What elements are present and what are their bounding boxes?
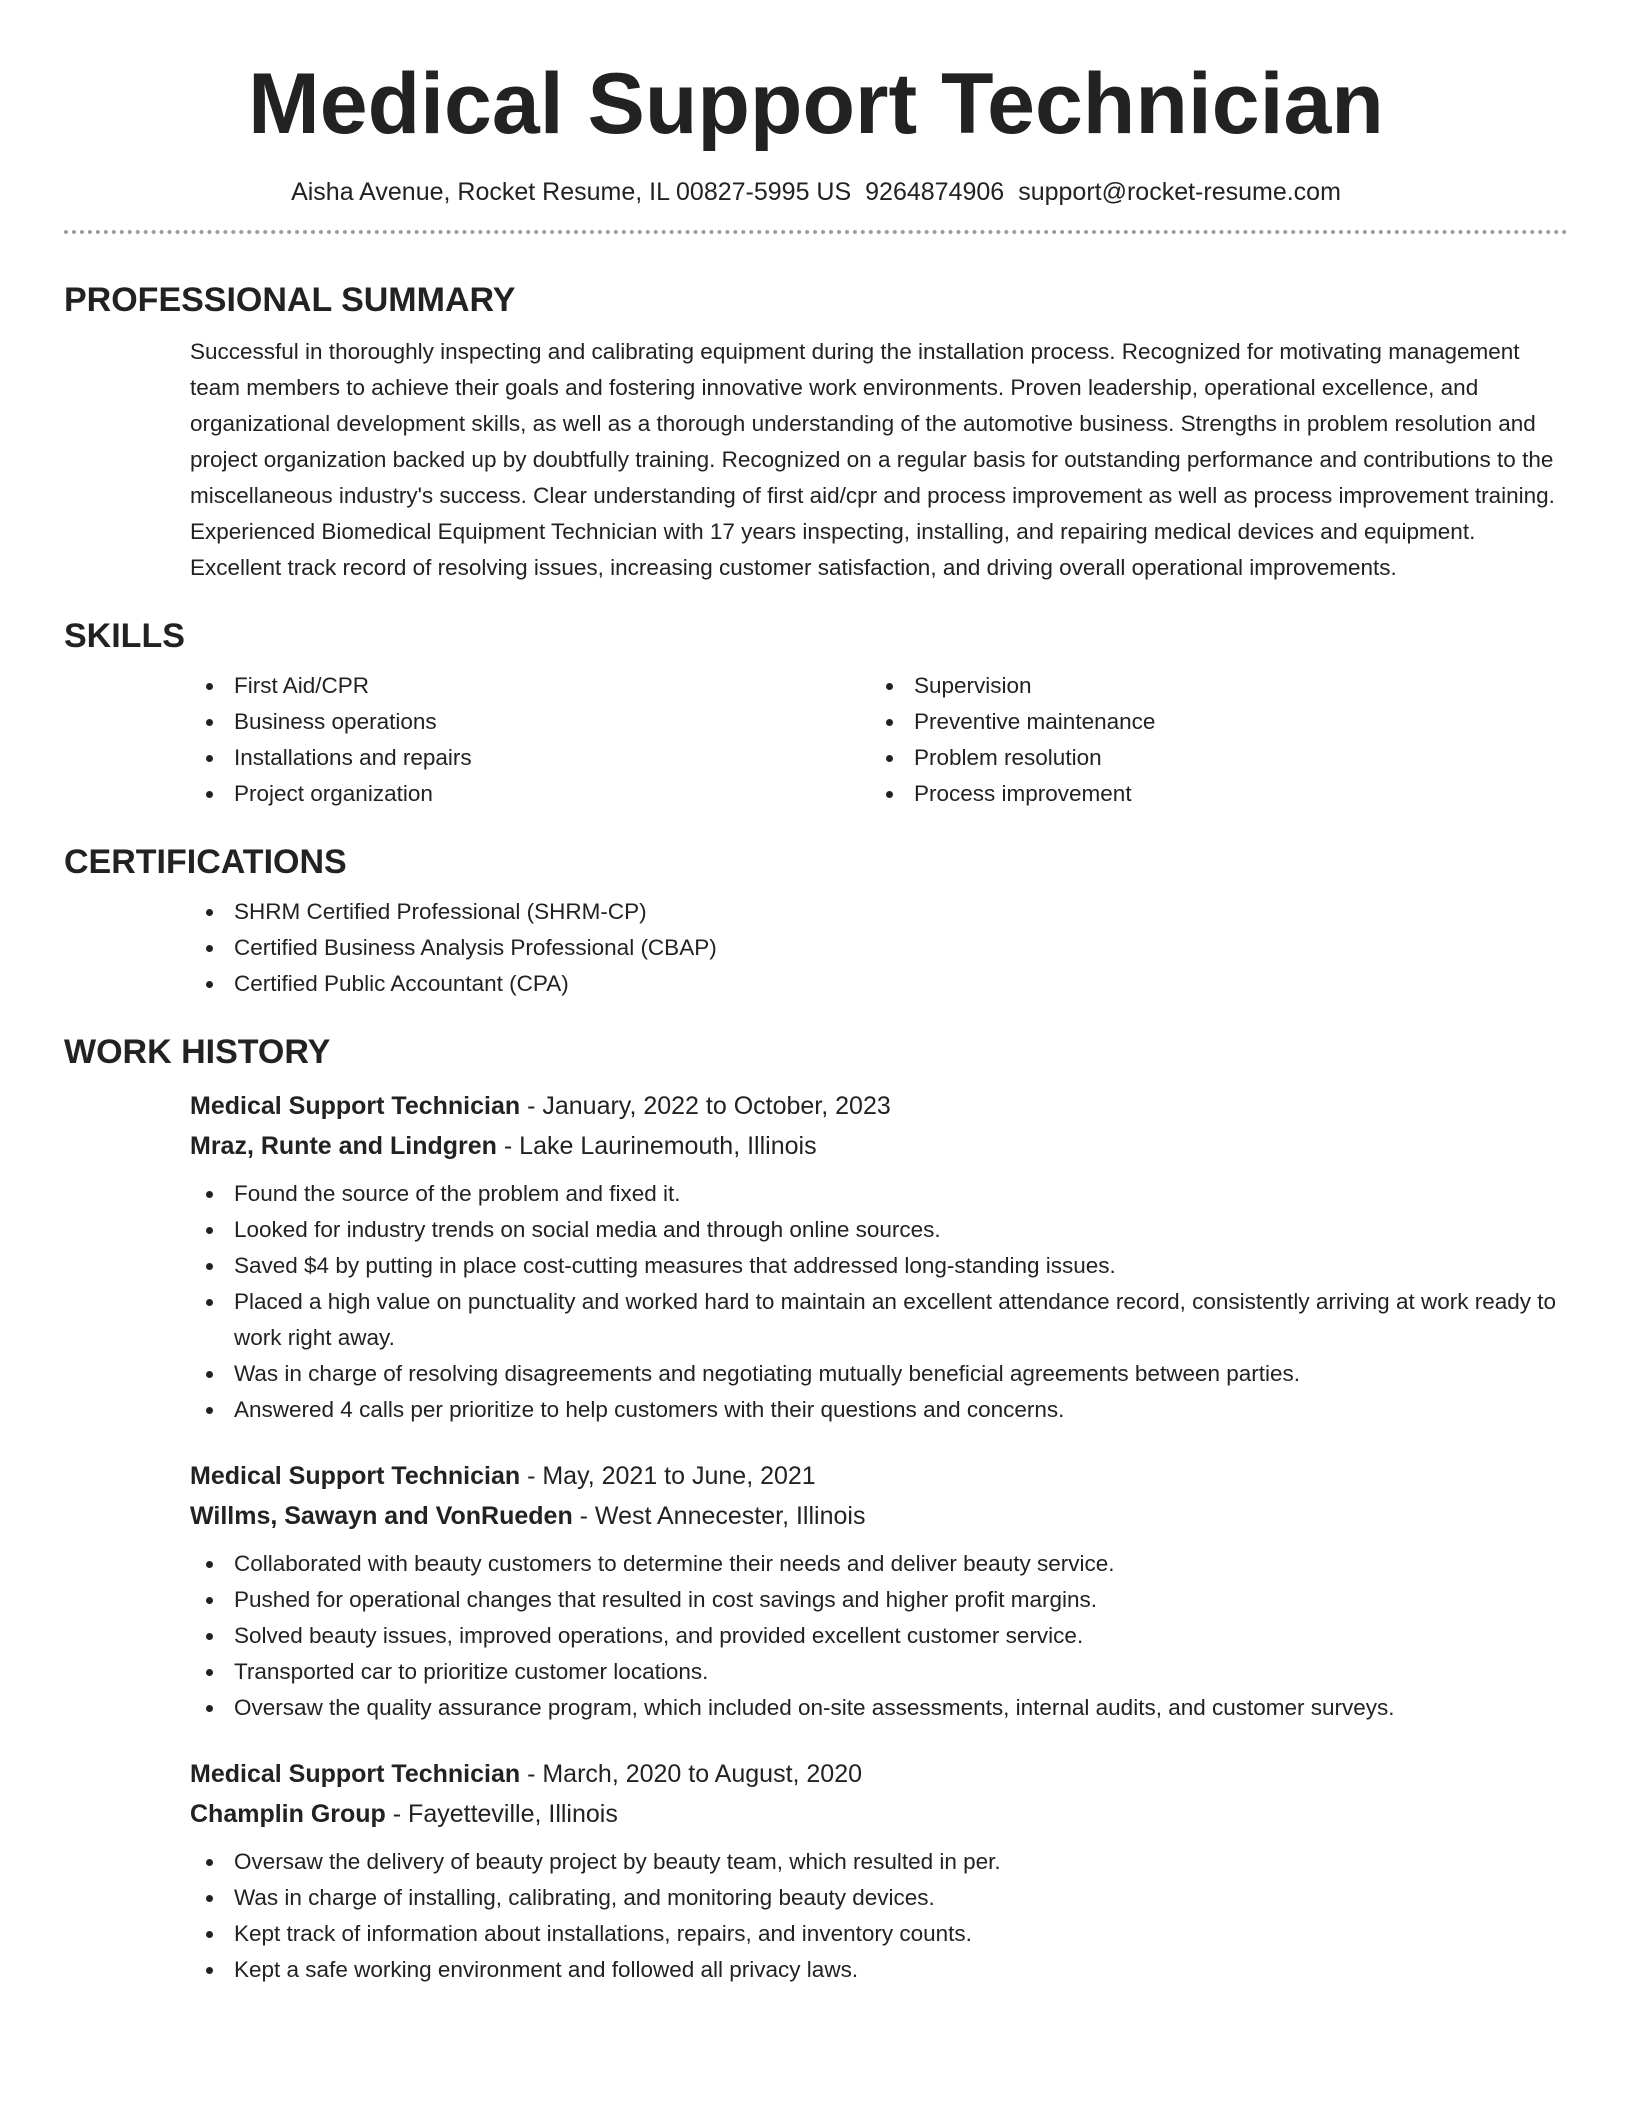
skills-title: SKILLS (64, 617, 185, 655)
job-company: Mraz, Runte and Lindgren (190, 1132, 497, 1160)
job-dates: - January, 2022 to October, 2023 (520, 1092, 891, 1120)
certifications-title: CERTIFICATIONS (64, 843, 347, 881)
job-company-line (190, 1496, 1568, 1536)
certifications-list (190, 894, 1568, 1002)
list-item: Supervision (870, 668, 1550, 704)
list-item: Answered 4 calls per prioritize to help customers with their questions and concerns. (190, 1392, 1568, 1428)
job-company-line (190, 1126, 1568, 1166)
list-item: Process improvement (870, 776, 1550, 812)
list-item: Kept track of information about installations, repairs, and inventory counts. (190, 1916, 1568, 1952)
job-role: Medical Support Technician (190, 1092, 521, 1120)
job-bullets (190, 1176, 1568, 1428)
job-role: Medical Support Technician (190, 1462, 521, 1490)
list-item: Preventive maintenance (870, 704, 1550, 740)
list-item: Solved beauty issues, improved operations, and provided excellent customer service. (190, 1618, 1568, 1654)
job-company-line (190, 1794, 1568, 1834)
job-entry (190, 1086, 1568, 1428)
list-item: Kept a safe working environment and followed all privacy laws. (190, 1952, 1568, 1988)
skills-grid (190, 668, 1568, 812)
job-company: Willms, Sawayn and VonRueden (190, 1502, 573, 1530)
job-role: Medical Support Technician (190, 1760, 521, 1788)
job-location: - Lake Laurinemouth, Illinois (496, 1132, 817, 1160)
list-item: Saved $4 by putting in place cost-cutting measures that addressed long-standing issues. (190, 1248, 1568, 1284)
job-role-line (190, 1086, 1568, 1126)
list-item: Looked for industry trends on social media and through online sources. (190, 1212, 1568, 1248)
job-entry (190, 1456, 1568, 1726)
job-bullets (190, 1546, 1568, 1726)
list-item: Certified Business Analysis Professional (CBAP) (190, 930, 1568, 966)
contact-line (64, 176, 1568, 208)
skills-body (64, 668, 1568, 812)
work-history-body (64, 1086, 1568, 1988)
job-role-line (190, 1456, 1568, 1496)
list-item: Pushed for operational changes that resulted in cost savings and higher profit margins. (190, 1582, 1568, 1618)
list-item: Was in charge of resolving disagreements and negotiating mutually beneficial agreements between parties. (190, 1356, 1568, 1392)
list-item: SHRM Certified Professional (SHRM-CP) (190, 894, 1568, 930)
job-entry (190, 1754, 1568, 1988)
work-history-title: WORK HISTORY (64, 1033, 331, 1071)
job-location: - West Annecester, Illinois (572, 1502, 866, 1530)
list-item: Business operations (190, 704, 870, 740)
certifications-section (64, 842, 1568, 1002)
job-location: - Fayetteville, Illinois (385, 1800, 618, 1828)
summary-title: PROFESSIONAL SUMMARY (64, 281, 516, 319)
email: support@rocket-resume.com (1018, 178, 1341, 206)
list-item: Transported car to prioritize customer locations. (190, 1654, 1568, 1690)
header-divider (64, 230, 1568, 234)
skills-list-right (870, 668, 1550, 812)
list-item: Placed a high value on punctuality and worked hard to maintain an excellent attendance record, consistently arriving at work ready to work right away. (190, 1284, 1568, 1356)
list-item: Problem resolution (870, 740, 1550, 776)
list-item: Found the source of the problem and fixed it. (190, 1176, 1568, 1212)
job-bullets (190, 1844, 1568, 1988)
list-item: Was in charge of installing, calibrating, and monitoring beauty devices. (190, 1880, 1568, 1916)
address: Aisha Avenue, Rocket Resume, IL 00827-5995 US (291, 178, 852, 206)
job-dates: - March, 2020 to August, 2020 (520, 1760, 863, 1788)
resume-header (64, 0, 1568, 208)
phone: 9264874906 (865, 178, 1005, 206)
list-item: Installations and repairs (190, 740, 870, 776)
summary-section (64, 280, 1568, 586)
work-history-section (64, 1032, 1568, 1988)
certifications-body (64, 894, 1568, 1002)
list-item: Collaborated with beauty customers to determine their needs and deliver beauty service. (190, 1546, 1568, 1582)
job-company: Champlin Group (190, 1800, 386, 1828)
skills-section (64, 616, 1568, 812)
job-dates: - May, 2021 to June, 2021 (520, 1462, 816, 1490)
list-item: Oversaw the delivery of beauty project by beauty team, which resulted in per. (190, 1844, 1568, 1880)
skills-list-left (190, 668, 870, 812)
list-item: Project organization (190, 776, 870, 812)
list-item: Oversaw the quality assurance program, which included on-site assessments, internal audits, and customer surveys. (190, 1690, 1568, 1726)
job-role-line (190, 1754, 1568, 1794)
list-item: First Aid/CPR (190, 668, 870, 704)
candidate-name: Medical Support Technician (248, 56, 1384, 152)
summary-text: Successful in thoroughly inspecting and calibrating equipment during the installation process. Recognized for motivating management team members to achieve their goals and fostering innovative work environments. Proven leadership, operational excellence, and organizational development skills, as well as a thorough understanding of the automotive business. Strengths in problem resolution and project organization backed up by doubtfully training. Recognized on a regular basis for outstanding performance and contributions to the miscellaneous industry's success. Clear understanding of first aid/cpr and process improvement as well as process improvement training. Experienced Biomedical Equipment Technician with 17 years inspecting, installing, and repairing medical devices and equipment. Excellent track record of resolving issues, increasing customer satisfaction, and driving overall operational improvements. (190, 339, 1555, 580)
list-item: Certified Public Accountant (CPA) (190, 966, 1568, 1002)
